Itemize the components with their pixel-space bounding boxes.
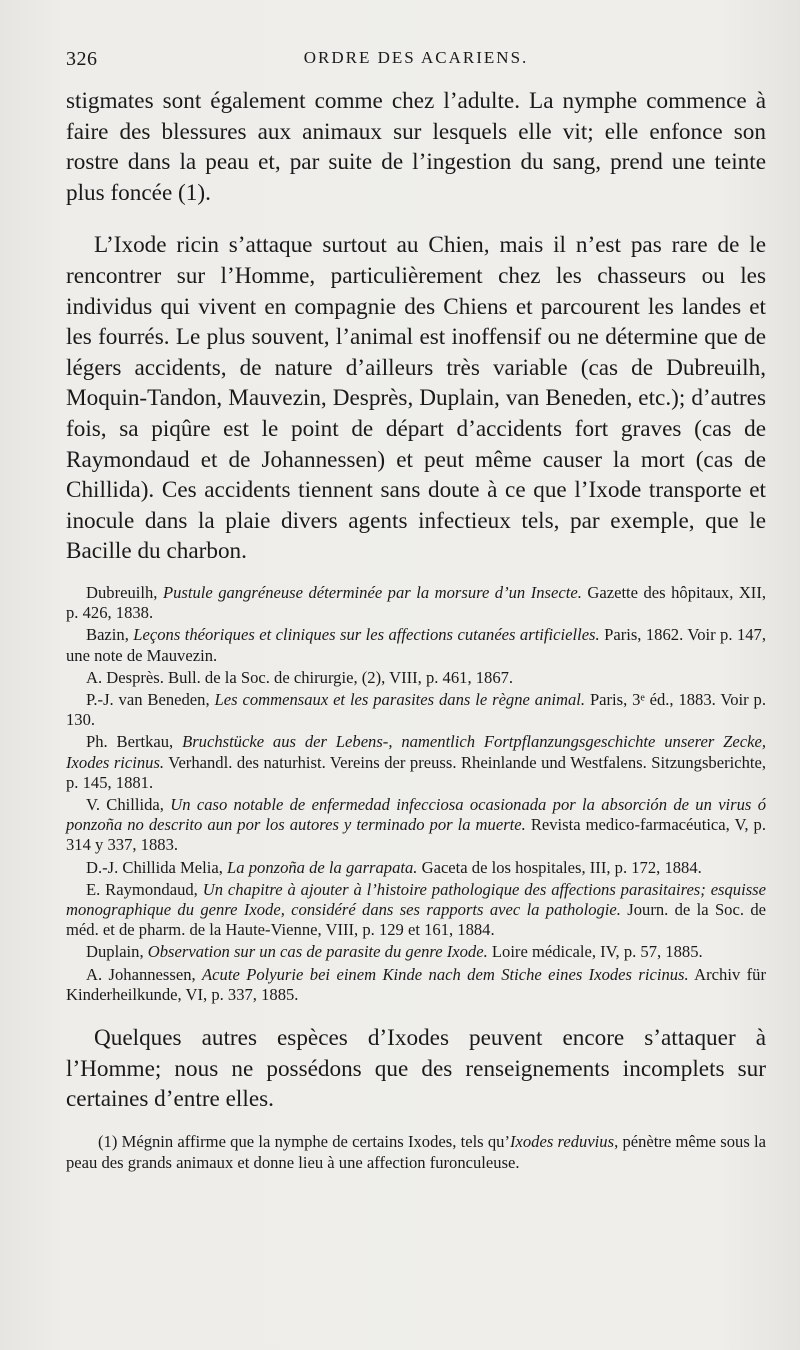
reference-author: Dubreuilh, <box>86 582 158 602</box>
reference-author: Bazin, <box>86 625 129 645</box>
reference-author: D.-J. Chillida Melia, <box>86 857 223 877</box>
reference-source: Verhandl. des naturhist. Vereins der preuss. Rheinlande und Westfalens. Sitzungsberichte, p. 145, 1881. <box>66 752 766 792</box>
main-paragraph: L’Ixode ricin s’attaque surtout au Chien, mais il n’est pas rare de le rencontrer sur l’Homme, particulièrement chez les chasseurs ou les individus qui vivent en compagnie des Chiens et parcourent les landes et les fourrés. Le plus souvent, l’animal est inoffensif ou ne détermine que de légers accidents, de nature d’ailleurs très variable (cas de Dubreuilh, Moquin-Tandon, Mauvezin, Desprès, Duplain, van Beneden, etc.); d’autres fois, sa piqûre est le point de départ d’accidents fort graves (cas de Raymondaud et de Johannessen) et peut même causer la mort (cas de Chillida). Ces accidents tiennent sans doute à ce que l’Ixode transporte et inocule dans la plaie divers agents infectieux tels, par exemple, que le Bacille du charbon. <box>66 232 766 565</box>
reference-title: Acute Polyurie bei einem Kinde nach dem Stiche eines Ixodes ricinus. <box>202 964 689 984</box>
references-list <box>66 583 766 1005</box>
reference-title: Un chapitre à ajouter à l’histoire pathologique des affections parasitaires; esquisse monographique du genre Ixode, considéré dans ses rapports avec la pathologie. <box>66 879 766 919</box>
reference-item <box>66 858 766 878</box>
reference-item <box>66 668 766 688</box>
intro-paragraph: stigmates sont également comme chez l’adulte. La nymphe commence à faire des blessures aux animaux sur lesquels elle vit; elle enfonce son rostre dans la peau et, par suite de l’ingestion du sang, prend une teinte plus foncée (1). <box>66 88 766 206</box>
reference-author: Ph. Bertkau, <box>86 732 174 752</box>
reference-author: E. Raymondaud, <box>86 879 198 899</box>
reference-author: A. Desprès. <box>86 667 164 687</box>
reference-author: Duplain, <box>86 942 144 962</box>
footnote-lead: (1) Mégnin affirme que la nymphe de certains Ixodes, tels qu’ <box>98 1131 510 1151</box>
reference-source: Loire médicale, IV, p. 57, 1885. <box>491 942 703 962</box>
reference-item <box>66 880 766 941</box>
reference-source: Revista medico-farmacéutica, V, p. 314 y 337, 1883. <box>66 815 766 855</box>
reference-source: Journ. de la Soc. de méd. et de pharm. de la Haute-Vienne, VIII, p. 129 et 161, 1884. <box>66 899 766 940</box>
footnote-species: Ixodes reduvius <box>509 1131 615 1151</box>
reference-item <box>66 795 766 856</box>
reference-source: Gaceta de los hospitales, III, p. 172, 1884. <box>421 857 702 877</box>
reference-source: Gazette des hôpitaux, XII, p. 426, 1838. <box>66 582 767 623</box>
page-number: 326 <box>66 48 98 70</box>
reference-source: Archiv für Kinderheilkunde, VI, p. 337, 1885. <box>66 964 766 1004</box>
reference-title: Un caso notable de enfermedad infecciosa ocasionada por la absorción de un virus ó ponzoña no descrito aun por los autores y terminado por la muerte. <box>66 794 766 835</box>
reference-author: V. Chillida, <box>86 794 164 814</box>
reference-item <box>66 690 766 730</box>
reference-item <box>66 583 766 623</box>
reference-source: Paris, 1862. Voir p. 147, une note de Mauvezin. <box>66 625 766 665</box>
footnote-rest: , pénètre même sous la peau des grands animaux et donne lieu à une affection furonculeuse. <box>66 1131 766 1172</box>
running-title: ORDRE DES ACARIENS. <box>303 48 529 67</box>
reference-title: Bruchstücke aus der Lebens-, namentlich Fortpflanzungsgeschichte unserer Zecke, Ixodes ricinus. <box>66 732 766 772</box>
reference-item <box>66 732 766 793</box>
reference-item <box>66 942 766 962</box>
footnote <box>66 1131 766 1173</box>
reference-title: Leçons théoriques et cliniques sur les affections cutanées artificielles. <box>133 625 600 645</box>
reference-author: A. Johannessen, <box>86 964 196 984</box>
closing-paragraph: Quelques autres espèces d’Ixodes peuvent encore s’attaquer à l’Homme; nous ne possédons que des renseignements incomplets sur certaines d’entre elles. <box>66 1024 766 1113</box>
page-header <box>66 48 766 78</box>
reference-title: Pustule gangréneuse déterminée par la morsure d’un Insecte. <box>162 582 582 602</box>
reference-title: Les commensaux et les parasites dans le règne animal. <box>214 689 586 709</box>
reference-source: Paris, 3ᵉ éd., 1883. Voir p. 130. <box>66 689 766 730</box>
reference-item <box>66 965 766 1005</box>
reference-title: La ponzoña de la garrapata. <box>227 857 418 877</box>
page-content <box>66 86 766 1173</box>
reference-item <box>66 625 766 665</box>
reference-author: P.-J. van Beneden, <box>86 689 210 709</box>
reference-title: Observation sur un cas de parasite du genre Ixode. <box>147 942 488 962</box>
reference-source: Bull. de la Soc. de chirurgie, (2), VIII, p. 461, 1867. <box>168 667 514 687</box>
